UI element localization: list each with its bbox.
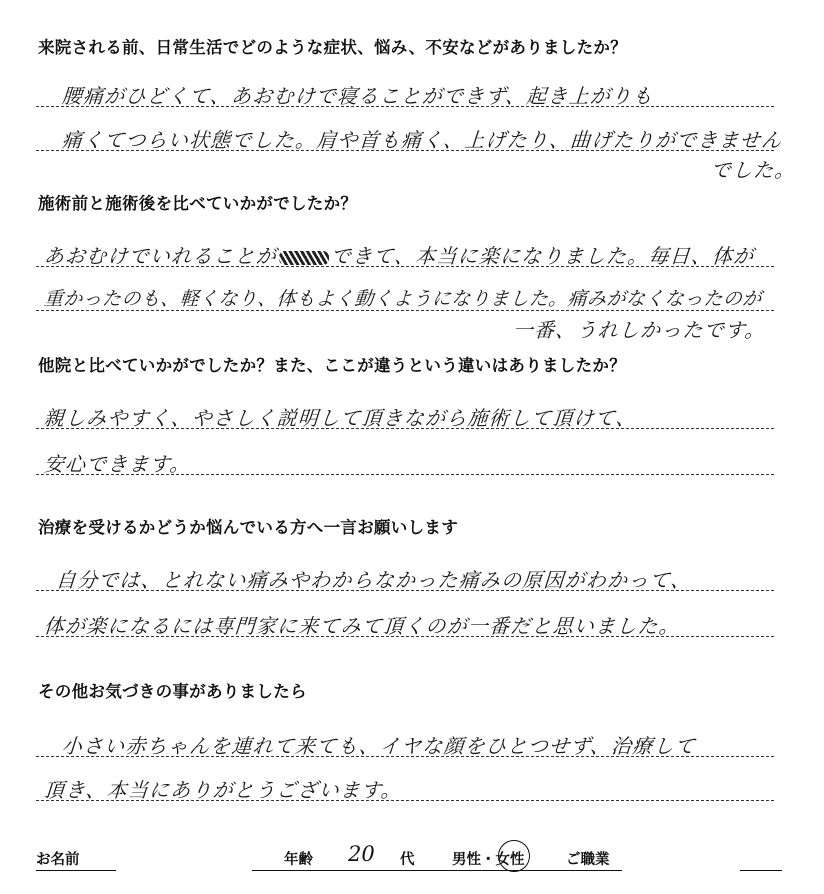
name-label: お名前: [36, 852, 80, 868]
scribble-mark: [279, 251, 329, 265]
question-4: 治療を受けるかどうか悩んでいる方へ一言お願いします: [38, 518, 458, 537]
answer-2-line-2: [44, 284, 784, 311]
age-unit: 代: [400, 852, 415, 868]
answer-3-line-1: [44, 402, 784, 431]
answer-1-line-3-text: でした。: [710, 158, 797, 182]
answer-rule: [36, 800, 774, 801]
job-label: ご職業: [566, 852, 610, 868]
question-2: 施術前と施術後を比べていかがでしたか？: [38, 194, 358, 213]
answer-1-line-3: [36, 154, 796, 183]
answer-rule: [36, 636, 774, 637]
answer-3-line-1-text: 親しみやすく、やさしく説明して頂きながら施術して頂けて、: [43, 406, 638, 430]
question-1: 来院される前、日常生活でどのような症状、悩み、不安などがありましたか？: [38, 38, 627, 57]
answer-1-line-1-text: 腰痛がひどくて、あおむけで寝ることができず、起き上がりも: [61, 84, 655, 108]
answer-5-line-2-text: 頂き、本当にありがとうございます。: [43, 778, 403, 802]
selected-gender-circle: [498, 840, 530, 872]
answer-rule: [36, 756, 774, 757]
answer-1-line-1: [62, 80, 802, 109]
footer: [0, 842, 824, 878]
answer-rule: [36, 428, 774, 429]
answer-4-line-1: [56, 564, 796, 593]
age-value: 20: [348, 842, 375, 866]
gender-label: 男性・女性: [452, 852, 525, 868]
answer-2-line-3-text: 一番、うれしかったです。: [512, 318, 767, 342]
answer-5-line-2: [44, 774, 784, 803]
answer-2-line-3: [36, 314, 766, 343]
age-label: 年齢: [284, 852, 313, 868]
answer-4-line-2-text: 体が楽になるには専門家に来てみて頂くのが一番だと思いました。: [43, 614, 681, 638]
answer-rule: [36, 266, 774, 267]
answer-3-line-2: [44, 448, 784, 477]
answer-2-line-2-text: 重かったのも、軽くなり、体もよく動くようになりました。痛みがなくなったのが: [43, 288, 763, 310]
answer-4-line-1-text: 自分では、とれない痛みやわからなかった痛みの原因がわかって、: [55, 568, 693, 592]
answer-1-line-2: [62, 124, 802, 153]
question-5: その他お気づきの事がありましたら: [38, 682, 307, 701]
answer-3-line-2-text: 安心できます。: [43, 452, 192, 476]
answer-2-line-1: [44, 240, 784, 269]
answer-2-line-1-before: あおむけでいれることが: [43, 244, 278, 268]
answer-rule: [36, 310, 774, 311]
answer-rule: [36, 106, 774, 107]
answer-1-line-2-text: 痛くてつらい状態でした。肩や首も痛く、上げたり、曲げたりができません: [61, 128, 784, 152]
answer-rule: [36, 590, 774, 591]
answer-5-line-1: [62, 730, 802, 759]
job-underline: [740, 870, 782, 871]
name-underline: [36, 870, 116, 871]
answer-4-line-2: [44, 610, 784, 639]
age-gender-underline: [252, 870, 622, 871]
answer-rule: [36, 474, 774, 475]
answer-2-line-1-after: できて、本当に楽になりました。毎日、体が: [330, 244, 756, 268]
question-3: 他院と比べていかがでしたか？また、ここが違うという違いはありましたか？: [38, 356, 626, 375]
answer-rule: [36, 150, 774, 151]
answer-5-line-1-text: 小さい赤ちゃんを連れて来ても、イヤな顔をひとつせず、治療して: [61, 734, 697, 758]
